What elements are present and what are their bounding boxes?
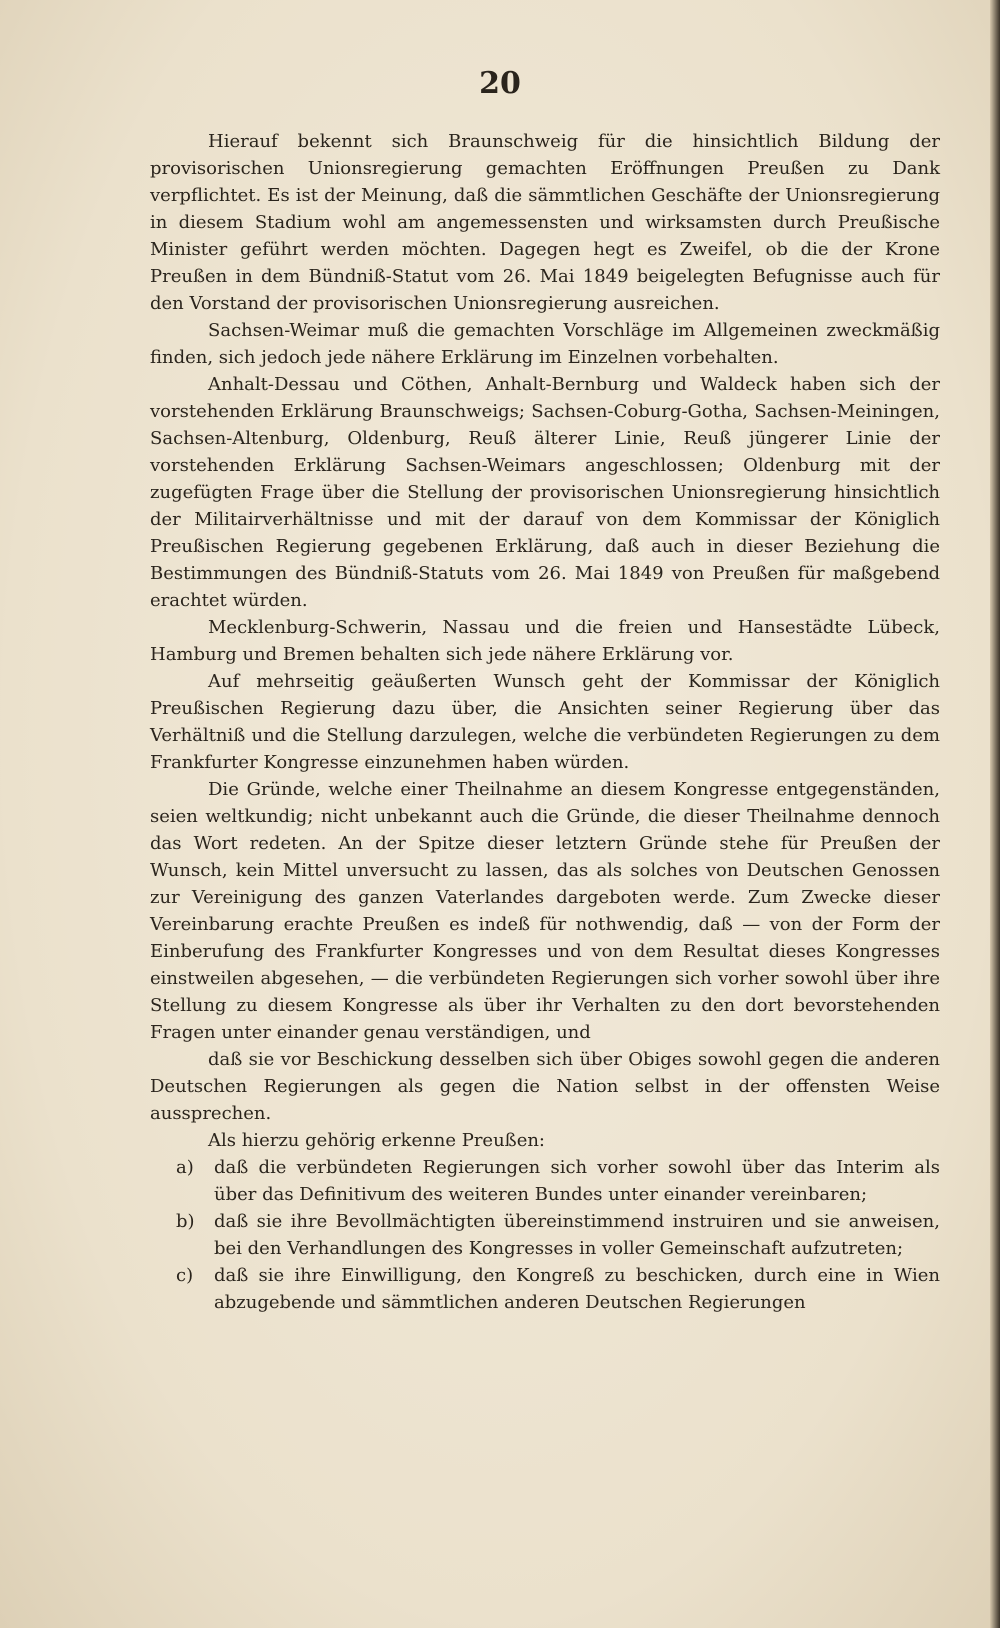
list-item-text: daß die verbündeten Regierungen sich vorher sowohl über das Interim als über das Definitivum des weiteren Bundes unter einander vereinbaren; [214, 1157, 940, 1205]
list-item-b [150, 1208, 940, 1262]
list-item-a [150, 1154, 940, 1208]
paragraph-anhalt: Anhalt-Dessau und Cöthen, Anhalt-Bernburg und Waldeck haben sich der vorstehenden Erklärung Braunschweigs; Sachsen-Coburg-Gotha, Sachsen-Meiningen, Sachsen-Altenburg, Oldenburg, Reuß älterer Linie, Reuß jüngerer Linie der vorstehenden Erklärung Sachsen-Weimars angeschlossen; Oldenburg mit der zugefügten Frage über die Stellung der provisorischen Unionsregierung hinsichtlich der Militairverhältnisse und mit der darauf von dem Kommissar der Königlich Preußischen Regierung gegebenen Erklärung, daß auch in dieser Beziehung die Bestimmungen des Bündniß-Statuts vom 26. Mai 1849 von Preußen für maßgebend erachtet würden. [150, 374, 940, 611]
paragraph-mecklenburg: Mecklenburg-Schwerin, Nassau und die freien und Hansestädte Lübeck, Hamburg und Bremen behalten sich jede nähere Erklärung vor. [150, 617, 940, 665]
paragraph-sachsen-weimar: Sachsen-Weimar muß die gemachten Vorschläge im Allgemeinen zweckmäßig finden, sich jedoch jede nähere Erklärung im Einzelnen vorbehalten. [150, 320, 940, 368]
list-marker: a) [176, 1157, 194, 1178]
list-item-text: daß sie ihre Einwilligung, den Kongreß zu beschicken, durch eine in Wien abzugebende und sämmtlichen anderen Deutschen Regierungen [214, 1265, 940, 1313]
list-item-text: daß sie ihre Bevollmächtigten übereinstimmend instruiren und sie anweisen, bei den Verhandlungen des Kongresses in voller Gemeinschaft aufzutreten; [214, 1211, 940, 1259]
list-item-c [150, 1262, 940, 1316]
page-edge-shadow [990, 0, 1000, 1628]
paragraph-braunschweig: Hierauf bekennt sich Braunschweig für die hinsichtlich Bildung der provisorischen Unionsregierung gemachten Eröffnungen Preußen zu Dank verpflichtet. Es ist der Meinung, daß die sämmtlichen Geschäfte der Unionsregierung in diesem Stadium wohl am angemessensten und wirksamsten durch Preußische Minister geführt werden möchten. Dagegen hegt es Zweifel, ob die der Krone Preußen in dem Bündniß-Statut vom 26. Mai 1849 beigelegten Befugnisse auch für den Vorstand der provisorischen Unionsregierung ausreichen. [150, 131, 940, 314]
paragraph-als-hierzu: Als hierzu gehörig erkenne Preußen: [208, 1130, 545, 1151]
list-marker: c) [176, 1265, 194, 1286]
page-number: 20 [479, 66, 521, 101]
paragraph-kommissar: Auf mehrseitig geäußerten Wunsch geht der Kommissar der Königlich Preußischen Regierung dazu über, die Ansichten seiner Regierung über das Verhältniß und die Stellung darzulegen, welche die verbündeten Regierungen zu dem Frankfurter Kongresse einzunehmen haben würden. [150, 671, 940, 773]
body-text [150, 128, 940, 1316]
paragraph-gruende: Die Gründe, welche einer Theilnahme an diesem Kongresse entgegenständen, seien weltkundig; nicht unbekannt auch die Gründe, die dieser Theilnahme dennoch das Wort redeten. An der Spitze dieser letztern Gründe stehe für Preußen der Wunsch, kein Mittel unversucht zu lassen, das als solches von Deutschen Genossen zur Vereinigung des ganzen Vaterlandes dargeboten werde. Zum Zwecke dieser Vereinbarung erachte Preußen es indeß für nothwendig, daß — von der Form der Einberufung des Frankfurter Kongresses und von dem Resultat dieses Kongresses einstweilen abgesehen, — die verbündeten Regierungen sich vorher sowohl über ihre Stellung zu diesem Kongresse als über ihr Verhalten zu den dort bevorstehenden Fragen unter einander genau verständigen, und [150, 779, 940, 1043]
list-marker: b) [176, 1211, 195, 1232]
paragraph-beschickung: daß sie vor Beschickung desselben sich über Obiges sowohl gegen die anderen Deutschen Regierungen als gegen die Nation selbst in der offensten Weise aussprechen. [150, 1049, 940, 1124]
